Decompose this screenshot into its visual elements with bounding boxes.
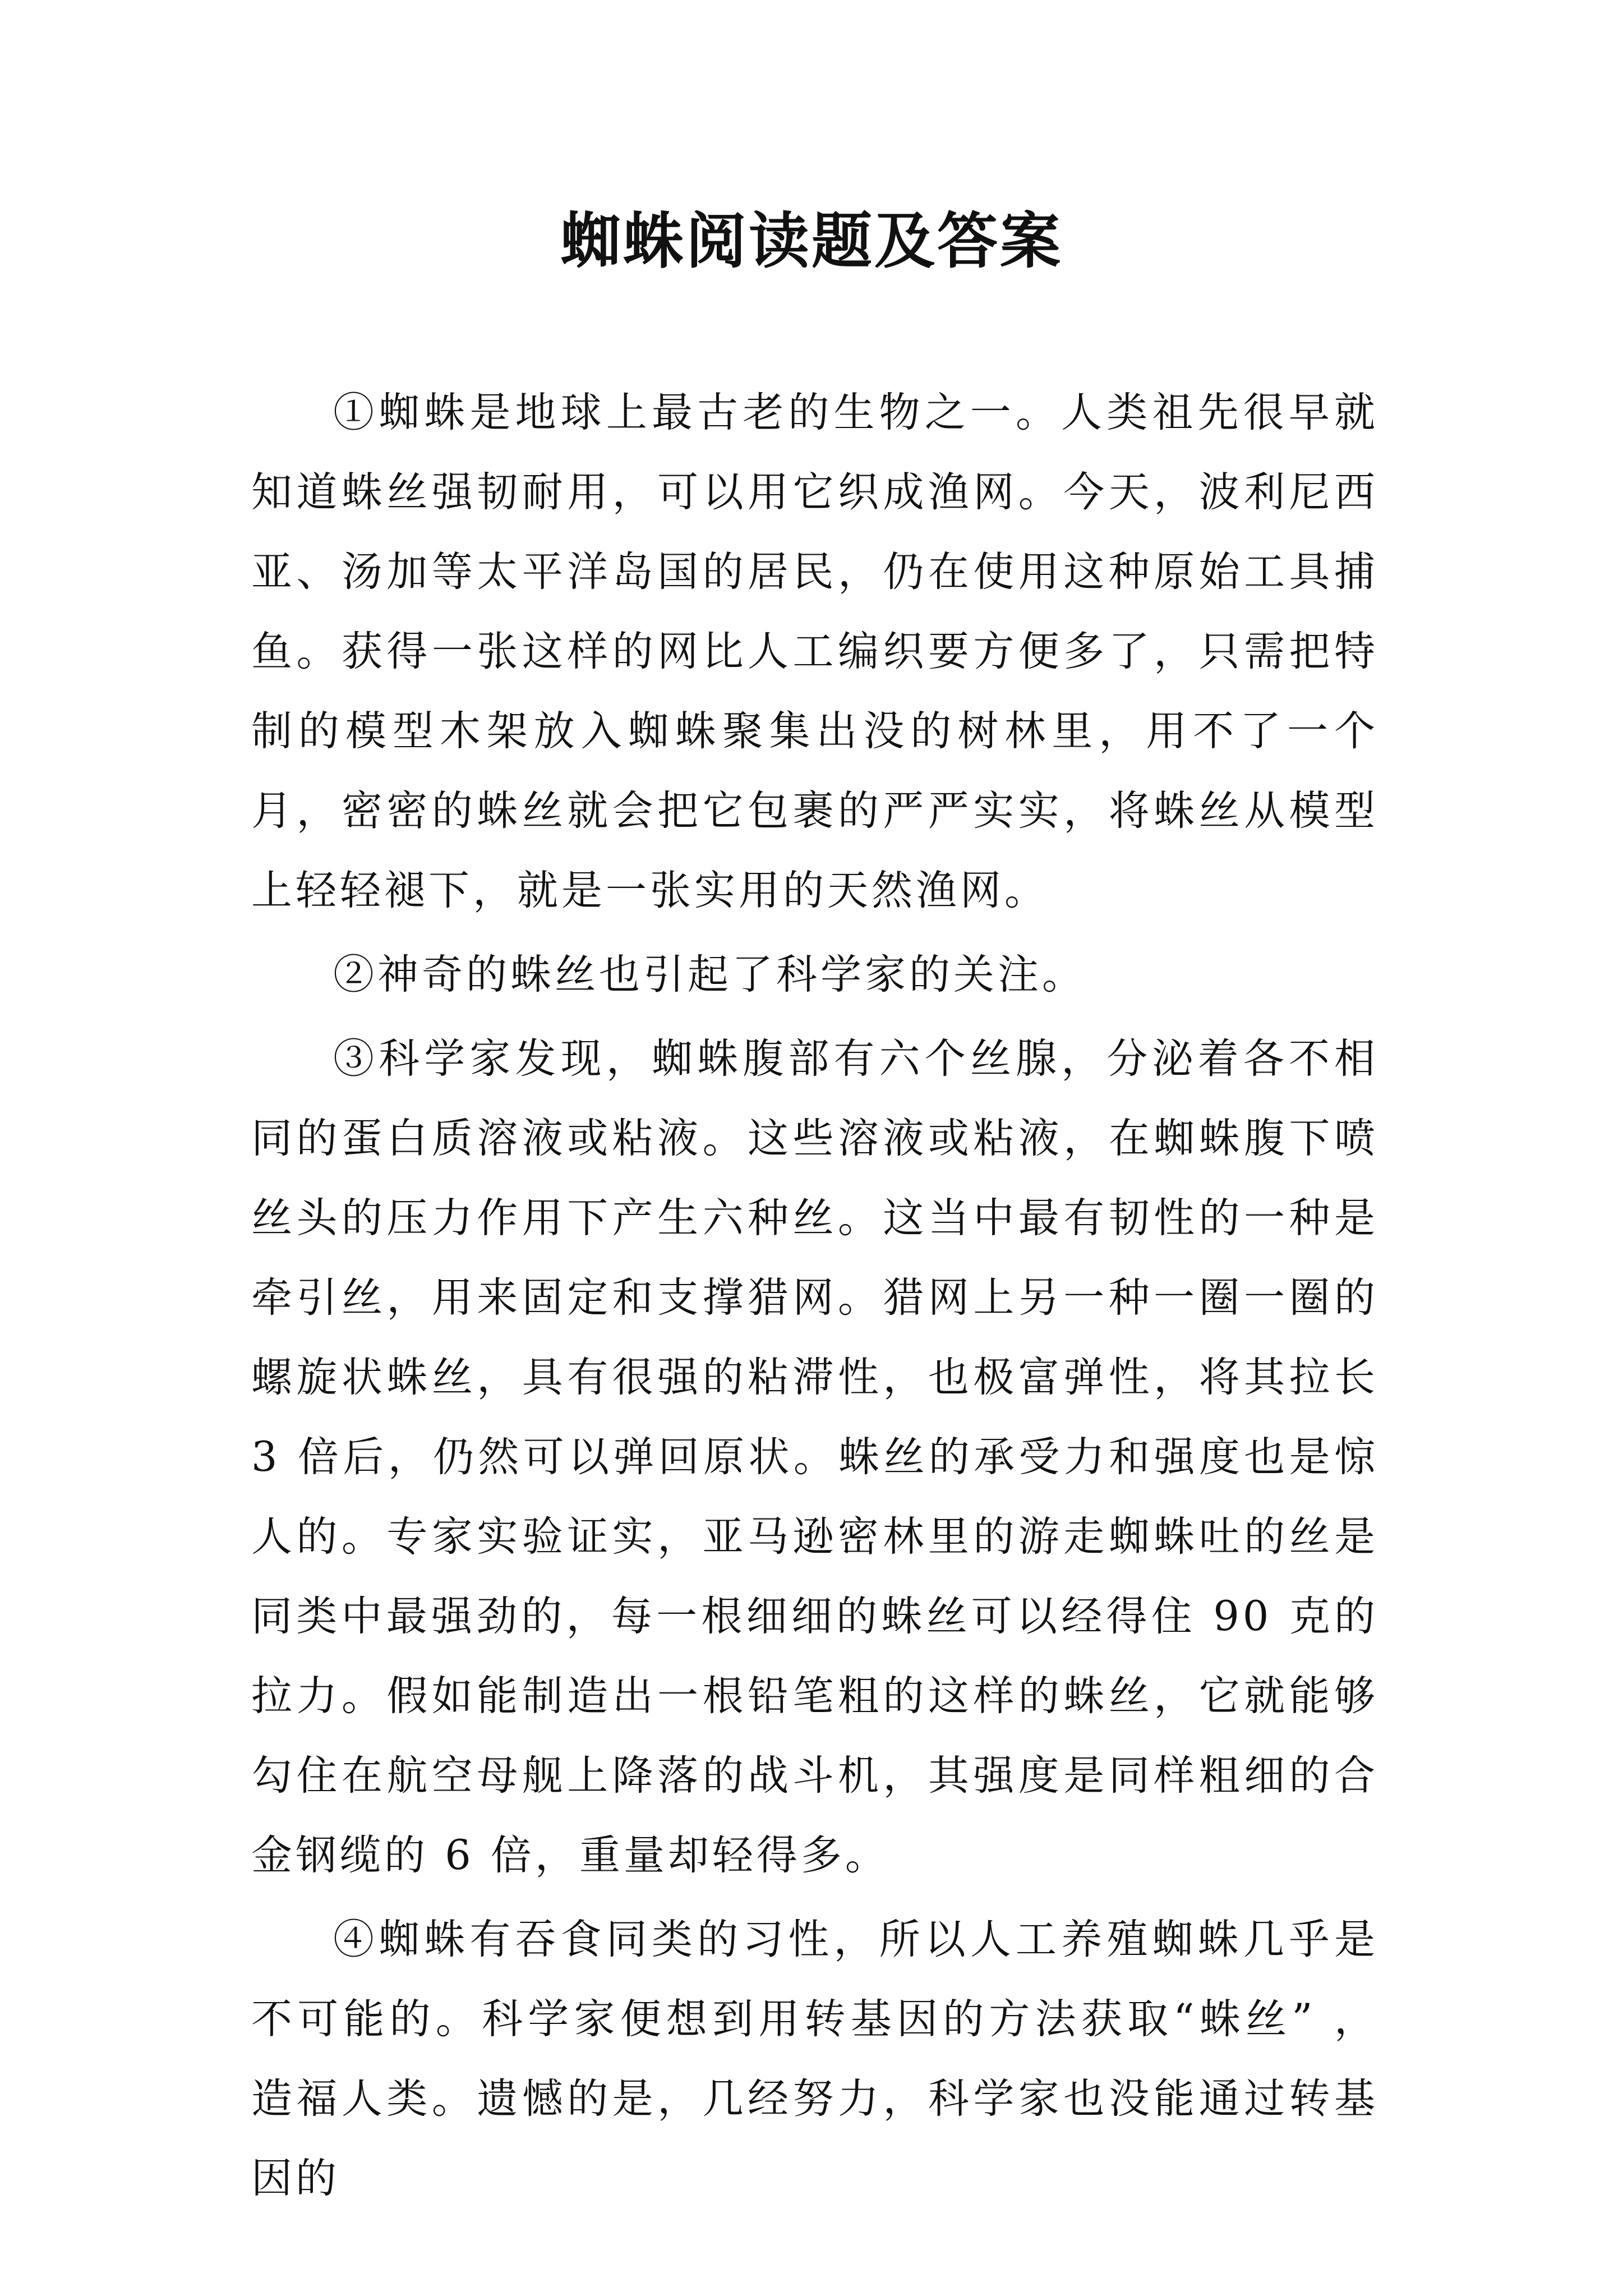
document-title: 蜘蛛阅读题及答案 [560, 206, 1063, 277]
paragraph-2: ②神奇的蛛丝也引起了科学家的关注。 [333, 951, 1086, 999]
paragraph-4: ④蜘蛛有吞食同类的习性，所以人工养殖蜘蛛几乎是不可能的。科学家便想到用转基因的方法获取“蛛丝” ，造福人类。遗憾的是，几经努力，科学家也没能通过转基因的 [251, 1916, 1378, 2202]
document-body [251, 373, 1378, 2223]
paragraph-1: ①蜘蛛是地球上最古老的生物之一。人类祖先很早就知道蛛丝强韧耐用，可以用它织成渔网。今天，波利尼西亚、汤加等太平洋岛国的居民，仍在使用这种原始工具捕鱼。获得一张这样的网比人工编织要方便多了，只需把特制的模型木架放入蜘蛛聚集出没的树林里，用不了一个月，密密的蛛丝就会把它包裹的严严实实，将蛛丝从模型上轻轻褪下，就是一张实用的天然渔网。 [251, 389, 1378, 914]
paragraph-3: ③科学家发现，蜘蛛腹部有六个丝腺，分泌着各不相同的蛋白质溶液或粘液。这些溶液或粘液，在蜘蛛腹下喷丝头的压力作用下产生六种丝。这当中最有韧性的一种是牵引丝，用来固定和支撑猎网。猎网上另一种一圈一圈的螺旋状蛛丝，具有很强的粘滞性，也极富弹性，将其拉长 3 倍后，仍然可以弹回原状。蛛丝的承受力和强度也是惊人的。专家实验证实，亚马逊密林里的游走蜘蛛吐的丝是同类中最强劲的，每一根细细的蛛丝可以经得住 90 克的拉力。假如能制造出一根铅笔粗的这样的蛛丝，它就能够勾住在航空母舰上降落的战斗机，其强度是同样粗细的合金钢缆的 6 倍，重量却轻得多。 [251, 1035, 1378, 1879]
